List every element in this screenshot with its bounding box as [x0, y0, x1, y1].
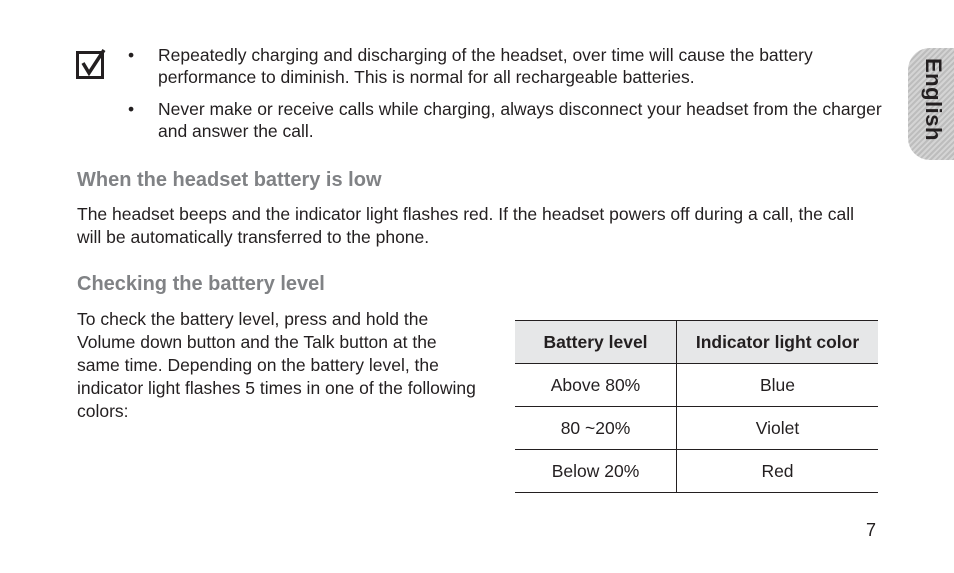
- table-cell: Above 80%: [515, 364, 677, 407]
- table-row: [515, 450, 878, 493]
- table-row: [515, 407, 878, 450]
- table-cell: Below 20%: [515, 450, 677, 493]
- note-item: • Repeatedly charging and discharging of the headset, over time will cause the battery performance to diminish. This is normal for all rechargeable batteries.: [128, 44, 888, 88]
- table-cell: Red: [677, 450, 879, 493]
- table-row: [515, 364, 878, 407]
- table-header: Battery level: [515, 321, 677, 364]
- table-cell: Violet: [677, 407, 879, 450]
- section-heading-low-battery: When the headset battery is low: [77, 169, 382, 191]
- checkbox-note-icon: [76, 48, 106, 80]
- section-body-check-battery: To check the battery level, press and hold the Volume down button and the Talk button at the same time. Depending on the battery level, the indicator light flashes 5 times in one of the following colors:: [77, 309, 476, 421]
- page-number: 7: [866, 520, 877, 540]
- table-cell: Blue: [677, 364, 879, 407]
- table-cell: 80 ~20%: [515, 407, 677, 450]
- table-header-row: [515, 321, 878, 364]
- note-item: • Never make or receive calls while charging, always disconnect your headset from the charger and answer the call.: [128, 98, 888, 142]
- language-label: English: [921, 58, 946, 141]
- table-header: Indicator light color: [677, 321, 879, 364]
- section-body-low-battery: The headset beeps and the indicator light flashes red. If the headset powers off during a call, the call will be automatically transferred to the phone.: [77, 204, 854, 247]
- language-tab: [908, 48, 954, 160]
- battery-level-table: [515, 320, 878, 493]
- section-heading-check-battery: Checking the battery level: [77, 273, 325, 295]
- note-list: [128, 44, 888, 152]
